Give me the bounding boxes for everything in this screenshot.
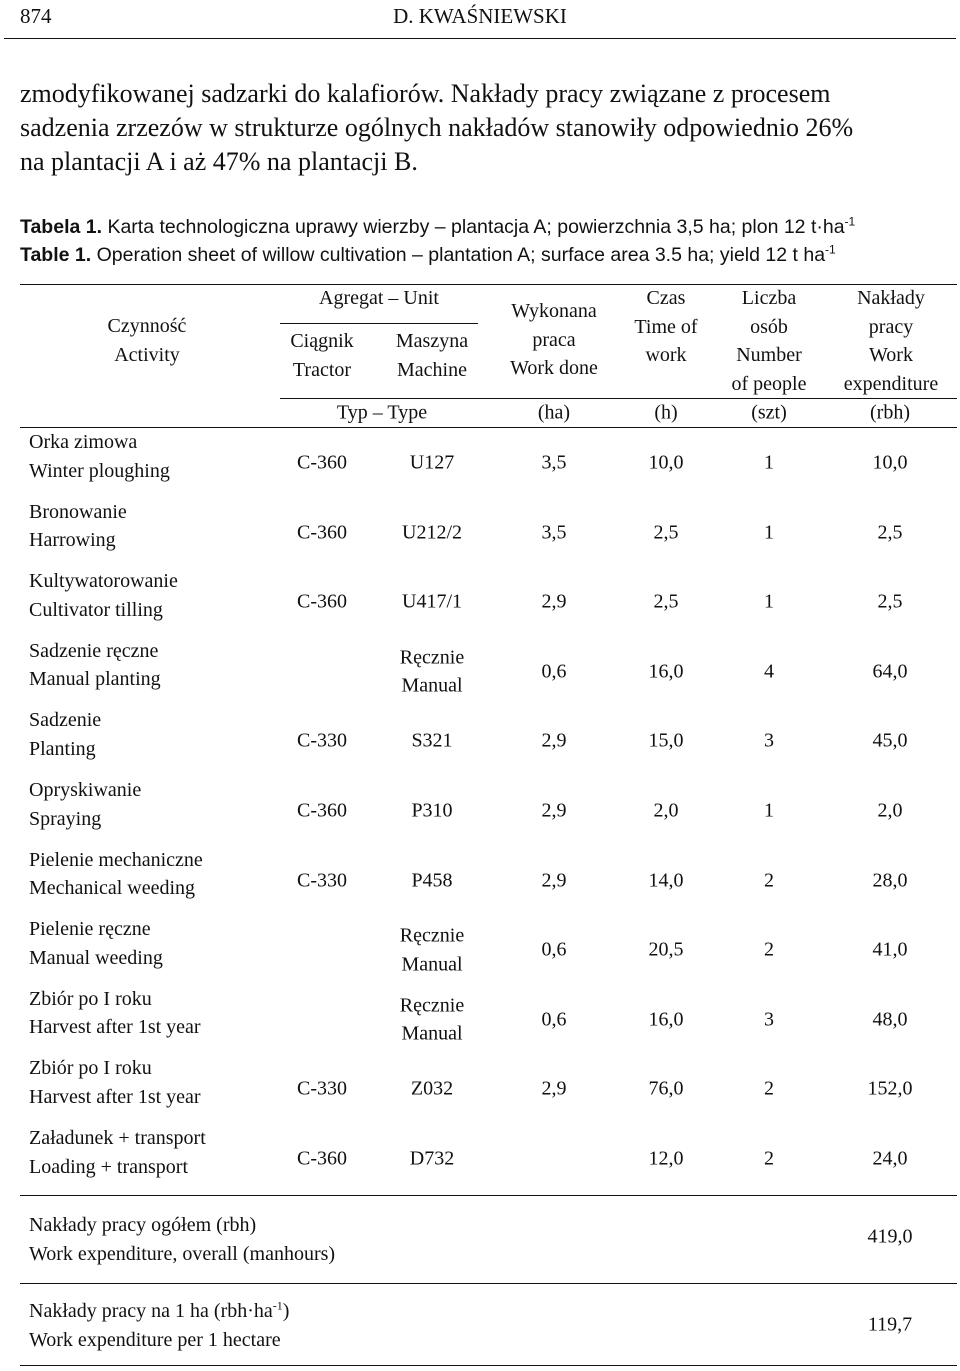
activity-en: Spraying — [29, 807, 102, 830]
machine-cell: U212/2 — [402, 521, 462, 544]
activity-pl: Sadzenie ręczne — [29, 639, 159, 662]
activity-en: Manual weeding — [29, 946, 163, 969]
total-per-ha-value: 119,7 — [867, 1313, 913, 1336]
people-cell: 1 — [764, 590, 774, 613]
activity-cell — [29, 498, 127, 555]
total-overall-pl: Nakłady pracy ogółem (rbh) — [29, 1214, 257, 1236]
activity-pl: Zbiór po I roku — [29, 1057, 152, 1080]
activity-en: Loading + transport — [29, 1155, 189, 1178]
header-tractor-en: Tractor — [292, 358, 352, 381]
time-cell: 76,0 — [648, 1077, 684, 1100]
work-done-cell: 2,9 — [541, 869, 567, 892]
activity-pl: Zbiór po I roku — [29, 987, 152, 1010]
work-done-cell: 0,6 — [541, 660, 567, 683]
activity-cell — [29, 706, 101, 763]
header-tractor-pl: Ciągnik — [290, 330, 354, 352]
header-machine — [372, 327, 492, 384]
activity-en: Harvest after 1st year — [29, 1085, 201, 1108]
caption-label-pl: Tabela 1. — [20, 216, 103, 238]
total-overall-label — [29, 1211, 335, 1268]
people-cell: 2 — [764, 1147, 774, 1170]
manual-pl: Ręcznie — [399, 646, 465, 669]
header-people-pl2: osób — [750, 315, 788, 338]
activity-pl: Sadzenie — [29, 709, 102, 732]
header-time — [616, 284, 716, 370]
activity-pl: Załadunek + transport — [29, 1127, 206, 1149]
time-cell: 16,0 — [648, 1008, 684, 1031]
activity-cell — [29, 567, 178, 624]
manual-en: Manual — [401, 1022, 463, 1045]
expenditure-cell: 48,0 — [872, 1008, 908, 1031]
work-done-cell: 3,5 — [541, 521, 567, 544]
work-done-cell: 2,9 — [541, 1077, 567, 1100]
time-cell: 12,0 — [648, 1147, 684, 1170]
activity-cell — [29, 637, 161, 694]
manual-en: Manual — [401, 953, 463, 976]
activity-en: Planting — [29, 737, 96, 760]
work-done-cell: 0,6 — [541, 938, 567, 961]
caption-text-en: Operation sheet of willow cultivation – plantation A; surface area 3.5 ha; yield 12 t ha — [96, 244, 826, 266]
activity-cell — [29, 776, 141, 833]
people-cell: 2 — [764, 1077, 774, 1100]
tractor-cell: C-360 — [297, 521, 347, 544]
machine-cell: P310 — [411, 799, 453, 822]
unit-work: (ha) — [537, 401, 571, 424]
manual-pl: Ręcznie — [399, 994, 465, 1017]
body-bottom-rule — [20, 1195, 957, 1196]
time-cell: 10,0 — [648, 451, 684, 474]
time-cell: 20,5 — [648, 938, 684, 961]
header-tractor — [262, 327, 382, 384]
header-unit-group: Agregat – Unit — [319, 287, 439, 309]
expenditure-cell: 2,5 — [877, 521, 903, 544]
header-time-pl: Czas — [646, 287, 686, 309]
activity-cell — [29, 428, 170, 485]
header-people-en2: of people — [731, 372, 807, 395]
table-bottom-rule — [20, 1365, 957, 1366]
expenditure-cell: 152,0 — [867, 1077, 913, 1100]
activity-pl: Opryskiwanie — [29, 779, 142, 801]
header-rule — [4, 38, 956, 39]
unit-people: (szt) — [751, 401, 787, 424]
people-cell: 1 — [764, 451, 774, 474]
intro-line-2: sadzenia zrzezów w strukturze ogólnych nakładów stanowiły odpowiednio 26% — [20, 113, 854, 142]
activity-en: Harvest after 1st year — [29, 1016, 201, 1039]
activity-cell — [29, 1054, 201, 1111]
header-activity-pl: Czynność — [107, 315, 187, 337]
header-work-done — [494, 297, 614, 383]
header-people-pl1: Liczba — [741, 287, 797, 309]
tractor-cell: C-360 — [297, 451, 347, 474]
activity-en: Cultivator tilling — [29, 598, 163, 621]
caption-sup-pl: -1 — [844, 214, 856, 229]
header-people — [714, 284, 824, 398]
people-cell: 3 — [764, 729, 774, 752]
total-overall-en: Work expenditure, overall (manhours) — [29, 1242, 336, 1265]
activity-cell — [29, 1124, 206, 1181]
header-time-en1: Time of — [634, 315, 698, 338]
work-done-cell: 2,9 — [541, 799, 567, 822]
machine-cell: Z032 — [410, 1077, 454, 1100]
manual-cell — [400, 922, 464, 979]
header-activity — [47, 312, 247, 369]
total-per-ha-pl-end: ) — [282, 1300, 290, 1322]
tractor-cell: C-330 — [297, 1077, 347, 1100]
total-per-ha-sup: -1 — [272, 1298, 283, 1313]
work-done-cell: 0,6 — [541, 1008, 567, 1031]
header-people-en1: Number — [736, 344, 802, 367]
page-number: 874 — [20, 4, 52, 28]
expenditure-cell: 10,0 — [872, 451, 908, 474]
expenditure-cell: 28,0 — [872, 869, 908, 892]
activity-pl: Pielenie ręczne — [29, 918, 151, 941]
activity-pl: Orka zimowa — [29, 431, 138, 453]
tractor-cell: C-330 — [297, 869, 347, 892]
machine-cell: S321 — [411, 729, 453, 752]
time-cell: 14,0 — [648, 869, 684, 892]
expenditure-cell: 2,0 — [877, 799, 903, 822]
time-cell: 16,0 — [648, 660, 684, 683]
activity-cell — [29, 985, 201, 1042]
table-caption-pl — [20, 216, 855, 239]
expenditure-cell: 2,5 — [877, 590, 903, 613]
header-work-pl1: Wykonana — [511, 300, 597, 322]
people-cell: 2 — [764, 869, 774, 892]
work-done-cell: 2,9 — [541, 729, 567, 752]
header-exp-pl2: pracy — [868, 315, 914, 338]
tractor-cell: C-360 — [297, 590, 347, 613]
running-header-author: D. KWAŚNIEWSKI — [393, 4, 567, 28]
people-cell: 4 — [764, 660, 774, 683]
people-cell: 1 — [764, 521, 774, 544]
activity-en: Manual planting — [29, 668, 161, 691]
header-exp-en2: expenditure — [843, 372, 939, 395]
unit-type: Typ – Type — [336, 401, 428, 424]
header-machine-en: Machine — [397, 358, 467, 381]
work-done-cell: 2,9 — [541, 590, 567, 613]
total-per-ha-en: Work expenditure per 1 hectare — [29, 1328, 281, 1351]
activity-en: Mechanical weeding — [29, 877, 196, 900]
table-caption-en — [20, 244, 836, 267]
tractor-cell: C-360 — [297, 799, 347, 822]
header-expenditure — [826, 284, 956, 398]
expenditure-cell: 41,0 — [872, 938, 908, 961]
activity-cell — [29, 846, 203, 903]
people-cell: 1 — [764, 799, 774, 822]
expenditure-cell: 64,0 — [872, 660, 908, 683]
manual-cell — [400, 991, 464, 1048]
intro-line-3: na plantacji A i aż 47% na plantacji B. — [20, 147, 418, 176]
expenditure-cell: 45,0 — [872, 729, 908, 752]
unit-time: (h) — [654, 401, 678, 424]
people-cell: 2 — [764, 938, 774, 961]
machine-cell: P458 — [411, 869, 453, 892]
machine-cell: U127 — [409, 451, 455, 474]
total-per-ha-label — [29, 1297, 289, 1354]
time-cell: 2,0 — [653, 799, 679, 822]
work-done-cell: 3,5 — [541, 451, 567, 474]
total-per-ha-pl: Nakłady pracy na 1 ha (rbh·ha — [29, 1300, 273, 1322]
caption-text-pl: Karta technologiczna uprawy wierzby – plantacja A; powierzchnia 3,5 ha; plon 12 t·ha — [107, 216, 845, 238]
activity-en: Harrowing — [29, 529, 116, 552]
totals-divider-rule — [20, 1283, 957, 1284]
total-per-ha-pl-line — [29, 1297, 289, 1326]
header-work-en: Work done — [510, 357, 598, 380]
manual-cell — [400, 643, 464, 700]
header-machine-pl: Maszyna — [395, 330, 469, 352]
manual-en: Manual — [401, 674, 463, 697]
header-exp-en1: Work — [869, 344, 913, 367]
caption-sup-en: -1 — [825, 242, 836, 257]
total-overall-value: 419,0 — [867, 1225, 913, 1248]
activity-en: Winter ploughing — [29, 459, 170, 482]
expenditure-cell: 24,0 — [872, 1147, 908, 1170]
unit-expenditure: (rbh) — [870, 401, 910, 424]
unit-group-rule — [280, 323, 478, 324]
manual-pl: Ręcznie — [399, 924, 465, 947]
machine-cell: D732 — [409, 1147, 455, 1170]
intro-line-1: zmodyfikowanej sadzarki do kalafiorów. Nakłady pracy związane z procesem — [20, 79, 831, 108]
header-exp-pl1: Nakłady — [857, 287, 925, 309]
activity-pl: Kultywatorowanie — [29, 570, 178, 593]
time-cell: 15,0 — [648, 729, 684, 752]
activity-cell — [29, 915, 163, 972]
machine-cell: U417/1 — [402, 590, 462, 613]
time-cell: 2,5 — [653, 590, 679, 613]
activity-pl: Bronowanie — [29, 500, 127, 523]
tractor-cell: C-360 — [297, 1147, 347, 1170]
people-cell: 3 — [764, 1008, 774, 1031]
time-cell: 2,5 — [653, 521, 679, 544]
header-activity-en: Activity — [114, 343, 180, 366]
tractor-cell: C-330 — [297, 729, 347, 752]
header-time-en2: work — [645, 344, 687, 367]
header-work-pl2: praca — [532, 328, 576, 351]
activity-pl: Pielenie mechaniczne — [29, 848, 203, 871]
caption-label-en: Table 1. — [20, 244, 92, 266]
